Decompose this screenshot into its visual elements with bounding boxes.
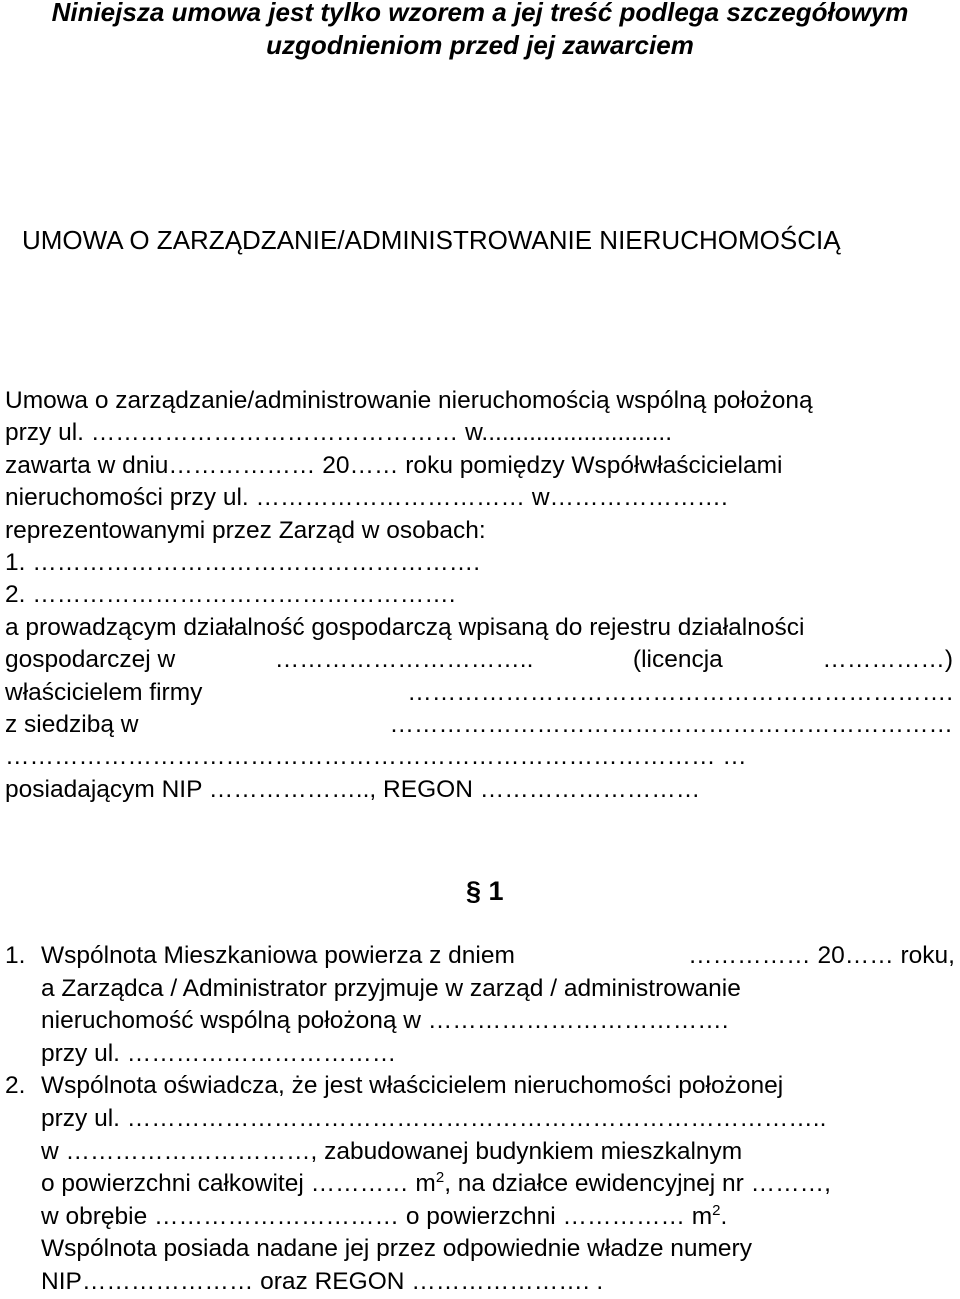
clause-line: Wspólnota posiada nadane jej przez odpowiednie władze numery (41, 1235, 752, 1263)
clause-line: przy ul. …………………………… (41, 1039, 397, 1067)
intro-line: 2. ……………………………………………. (5, 581, 456, 609)
superscript: 2 (712, 1201, 721, 1219)
clause-line: a Zarządca / Administrator przyjmuje w zarząd / administrowanie (41, 974, 741, 1002)
intro-paragraph (5, 385, 953, 806)
intro-line: a prowadzącym działalność gospodarczą wpisaną do rejestru działalności (5, 613, 805, 641)
clause-line: w obrębie ………………………… o powierzchni …………… $m^2$. (41, 1201, 728, 1230)
clause-line: 2. Wspólnota oświadcza, że jest właścicielem nieruchomości położonej (5, 1070, 955, 1103)
section-heading: § 1 (466, 876, 504, 906)
intro-line: reprezentowanymi przez Zarząd w osobach: (5, 516, 486, 544)
intro-line: właścicielem firmy …………………………………………………………. (5, 678, 953, 706)
intro-line: …………………………………………………………………………… … (5, 743, 747, 771)
intro-line: gospodarczej w ………………………….. (licencja ……………) (5, 646, 953, 674)
intro-line: zawarta w dniu……………… 20…… roku pomiędzy Współwłaścicielami (5, 451, 783, 479)
clause-number: 2. (5, 1072, 26, 1100)
superscript: 2 (435, 1169, 445, 1186)
intro-line: nieruchomości przy ul. …………………………… w…………………. (5, 484, 728, 512)
notice-line-2: uzgodnieniom przed jej zawarciem (266, 30, 694, 60)
clause-number: 1. (5, 942, 26, 969)
clause-line: o powierzchni całkowitej ………… $m^2$, na działce ewidencyjnej nr ………, (41, 1169, 831, 1198)
clause-line: NIP………………… oraz REGON …………………. . (41, 1267, 604, 1295)
clause-line: nieruchomość wspólną położoną w ………………………………. (41, 1007, 729, 1035)
notice-line-1: Niniejsza umowa jest tylko wzorem a jej treść podlega szczegółowym (51, 0, 909, 27)
document-title: UMOWA O ZARZĄDZANIE/ADMINISTROWANIE NIERUCHOMOŚCIĄ (22, 225, 841, 255)
intro-line: przy ul. ……………………………………… w............................ (5, 419, 673, 447)
clause-line: w …………………………, zabudowanej budynkiem mieszkalnym (41, 1137, 743, 1165)
intro-line: 1. ………………………………………………. (5, 548, 481, 576)
intro-line: z siedzibą w …………………………………………………………… (5, 710, 953, 738)
intro-line: Umowa o zarządzanie/administrowanie nieruchomością wspólną położoną (5, 387, 813, 414)
intro-line: posiadającym NIP ……………….., REGON ……………………… (5, 775, 701, 803)
template-notice (0, 0, 960, 62)
clause-line: przy ul. ………………………………………………………………………….. (41, 1104, 827, 1132)
clause-line: 1. Wspólnota Mieszkaniowa powierza z dniem …………… 20…… roku, (5, 940, 955, 973)
section-1-body (5, 940, 955, 1299)
